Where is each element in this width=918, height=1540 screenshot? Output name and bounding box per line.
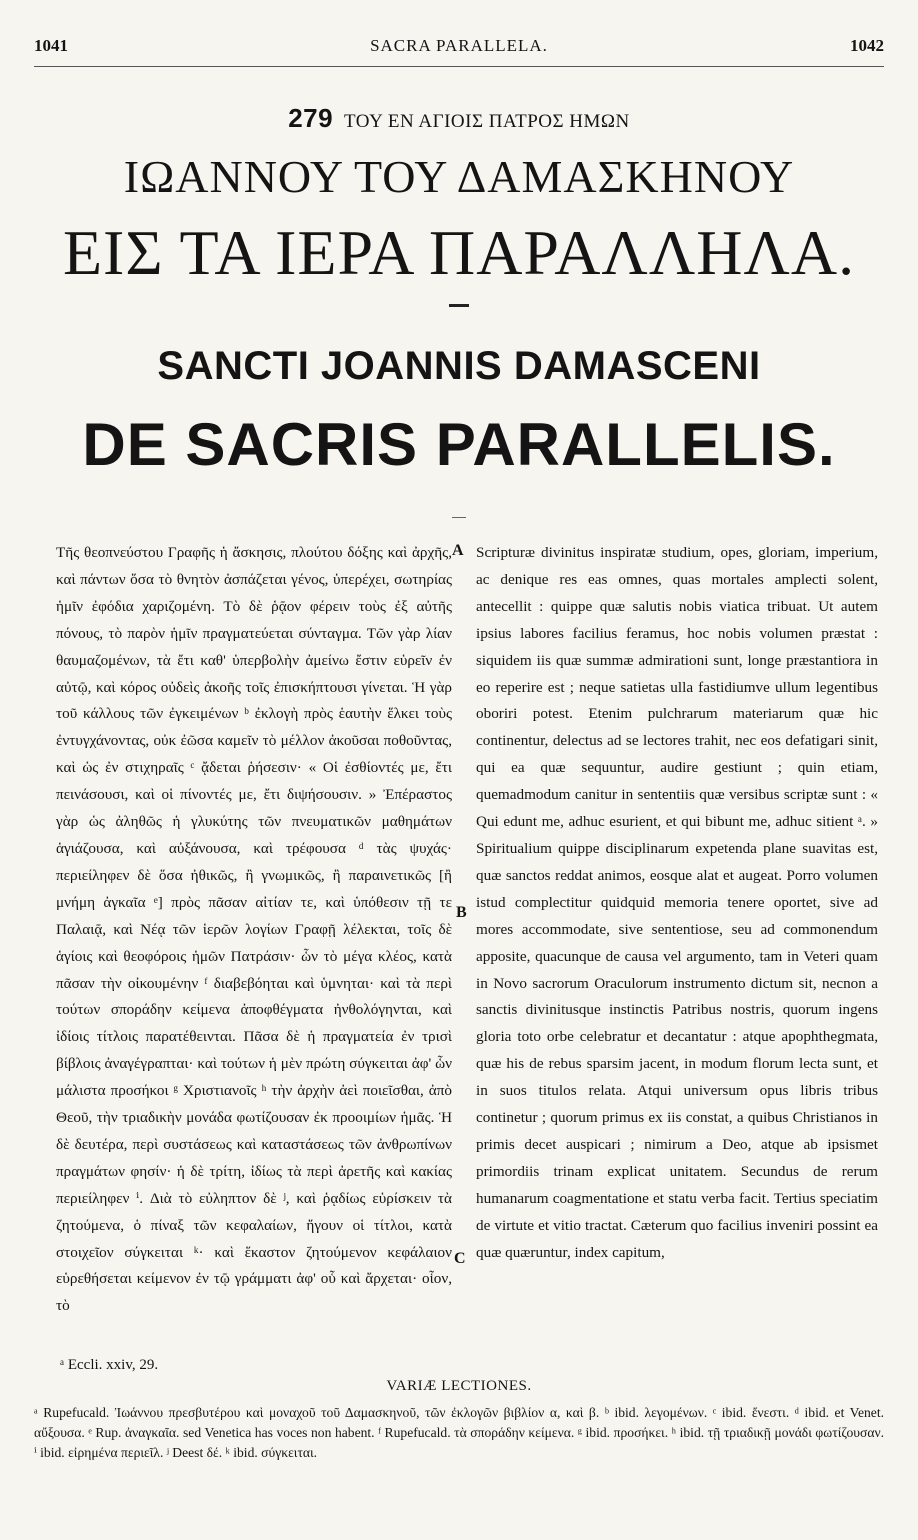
chapter-number: 279 (288, 103, 334, 133)
greek-title-author: ΙΩΑΝΝΟΥ ΤΟΥ ΔΑΜΑΣΚΗΝΟΥ (123, 151, 795, 202)
footnote: ᵃ Eccli. xxiv, 29. (60, 1357, 159, 1373)
title-line-1 (0, 100, 918, 136)
latin-title-author: SANCTI JOANNIS DAMASCENI (157, 344, 761, 388)
page-number-right: 1042 (850, 36, 884, 55)
section-divider (452, 517, 466, 518)
variae-lectiones-heading: VARIÆ LECTIONES. (386, 1378, 532, 1394)
running-head (34, 36, 884, 60)
header-rule (34, 66, 884, 67)
variae-lectiones-text: ᵃ Rupefucald. Ἰωάννου πρεσβυτέρου καὶ μοναχοῦ τοῦ Δαμασκηνοῦ, τῶν ἐκλογῶν βιβλίον α, καὶ β. ᵇ ibid. λεγομένων. ᶜ ibid. ἔνεστι. ᵈ ibid. et Venet. αὔξουσα. ᵉ Rup. ἀναγκαῖα. sed Venetica has voces non habent. ᶠ Rupefucald. τὰ σποράδην κείμενα. ᵍ ibid. προσήκει. ʰ ibid. τῇ τριαδικῇ μονάδι φωτίζουσαν. ⁱ ibid. εἰρημένα περιεῖλ. ʲ Deest δέ. ᵏ ibid. σύγκειται. (34, 1405, 884, 1460)
latin-title-work: DE SACRIS PARALLELIS. (82, 411, 836, 478)
title-block (0, 100, 918, 518)
margin-marker-c: C (454, 1250, 466, 1267)
greek-column (56, 540, 452, 1320)
greek-paragraph: Τῆς θεοπνεύστου Γραφῆς ἡ ἄσκησις, πλούτου δόξης καὶ ἀρχῆς, καὶ πάντων ὅσα τὸ θνητὸν ἀσπάζεται γένος, ὑπερέχει, σωτηρίας ἡμῖν ἐφόδια χαριζομένη. Τὸ δὲ ῥᾷον φέρειν τοὺς ἐξ αὐτῆς πόνους, τὸ παρὸν ἡμῖν πραγματεύεται σύνταγμα. Τῶν γὰρ λίαν θαυμαζομένων, τὰ ἔτι καθ' ὑπερβολὴν ἀμείνω ἔστιν εὑρεῖν ἐν αὐτῷ, καὶ κόρος οὐδεὶς ἀκοῆς τοῖς ἐπισκήπτουσι γίνεται. Ἡ γὰρ τοῦ κάλλους τῶν ἐγκειμένων ᵇ ἐκλογὴ πρὸς ἑαυτὴν ἕλκει τοὺς ἐντυγχάνοντας, οὐκ ἐῶσα καμεῖν τὸ μέλλον ἀκοῦσαι ποθοῦντας, καὶ ὡς ἐν στιχηραῖς ᶜ ᾄδεται ῥήσεσιν· « Οἱ ἐσθίοντές με, ἔτι πεινάσουσι, καὶ οἱ πίνοντές με, ἔτι διψήσουσιν. » Ἐπέραστος γὰρ ὡς ἀληθῶς ἡ γλυκύτης τῶν πνευματικῶν μαθημάτων ἁγιάζουσα, καὶ αὐξάνουσα, καὶ τρέφουσα ᵈ τὰς ψυχάς· περιείληφεν δὲ ὅσα ἠθικῶς, ἢ γνωμικῶς, ἢ παραινετικῶς [ἢ μνήμη ἀγκαῖα ᵉ] πρὸς πᾶσαν αἰτίαν τε, καὶ ὑπόθεσιν τῇ τε Παλαιᾷ, καὶ Νέᾳ τῶν ἱερῶν λογίων Γραφῇ λέλεκται, τοῖς δὲ ἁγίοις καὶ θεοφόροις ἡμῶν Πατράσιν· ὧν τὸ μέγα κλέος, κατὰ πᾶσαν τὴν οἰκουμένην ᶠ διαβεβόηται καὶ ὑμνηται· καὶ τὰ περὶ τούτων σποράδην κείμενα ἀποφθέγματα ἠνθολόγηνται, καὶ ἰδίοις τίτλοις παρατέθεινται. Πᾶσα δὲ ἡ πραγματεία ἐν τρισὶ βίβλοις ἀναγέγραπται· καὶ τούτων ἡ μὲν πρώτη σύγκειται ἀφ' ὧν μάλιστα προσήκοι ᵍ Χριστιανοῖς ʰ τὴν ἀρχὴν ἀεὶ ποιεῖσθαι, ἀπὸ Θεοῦ, τὴν τριαδικὴν μονάδα φωτίζουσαν ἐκ προοιμίων ἡμᾶς. Ἡ δὲ δευτέρα, περὶ συστάσεως καὶ καταστάσεως τῶν ἀνθρωπίνων πραγμάτων φησίν· ἡ δὲ τρίτη, ἰδίως τὰ περὶ ἀρετῆς καὶ κακίας περιείληφεν ⁱ. Διὰ τὸ εὐληπτον δὲ ʲ, καὶ ῥᾳδίως εὑρίσκειν τὰ ζητούμενα, ὁ πίναξ τῶν κεφαλαίων, ἤγουν οἱ τίτλοι, κατὰ στοιχεῖον σύγκειται ᵏ· καὶ ἕκαστον ζητούμενον κεφάλαιον εὑρεθήσεται κείμενον ἐν τῷ γράμματι ἀφ' οὗ καὶ ἄρχεται· οἷον, τὸ (56, 544, 452, 1315)
margin-marker-b: B (456, 904, 467, 921)
running-title: SACRA PARALLELA. (370, 36, 548, 55)
title-divider (449, 304, 469, 307)
page-number-left: 1041 (34, 36, 68, 55)
latin-column (476, 540, 878, 1266)
margin-marker-a: A (452, 542, 464, 559)
latin-paragraph: Scripturæ divinitus inspiratæ studium, opes, gloriam, imperium, ac denique res eas omnes, quas mortales amplecti solent, antecellit : quippe quæ salutis nobis viatica tribuat. Ut autem ipsius labores facilius feramus, hoc nobis volumen præstat : siquidem iis quæ summæ admirationi sunt, longe præstantiora in eo reperire est ; neque satietas ulla fastidiumve ullum legentibus oboriri potest. Etenim pulchrarum materiarum quæ hic continentur, delectus ad se lectores trahit, nec eos defatigari sinit, qui ea quæ sequuntur, audire gestiunt ; quin etiam, quemadmodum canitur in sententiis quæ versibus scriptæ sunt : « Qui edunt me, adhuc esurient, et qui bibunt me, adhuc sitient ᵃ. » Spiritualium quippe disciplinarum expetenda plane suavitas est, quæ sanctos reddat animos, eosque alat et augeat. Porro volumen istud complectitur quidquid memoria tenere oportet, sive ad mores accommodate, sive sententiose, seu ad commonendum apposite, quacunque de causa vel argumento, tam in Veteri quam in Novo sacrorum Oraculorum instrumento dictum sit, necnon a sanctis divinitusque instinctis Patribus nostris, quorum ingens gloria toto orbe celebratur et decantatur : atque apophthegmata, quæ his de rebus sparsim jacent, in modum florum lecta sunt, et in suos titulos relata. Atqui universum opus libris tribus continetur ; quorum primus ex iis constat, a quibus Christianos in primis decet auspicari ; nimirum a Deo, atque ab ipsismet primordiis trinam explicat unitatem. Secundus de rerum humanarum coagmentatione et statu verba facit. Tertius speciatim de virtute et vitio tractat. Cæterum quo facilius inveniri possint ea quæ quæruntur, index capitum, (476, 544, 878, 1261)
title-line-1-text: ΤΟΥ ΕΝ ΑΓΙΟΙΣ ΠΑΤΡΟΣ ΗΜΩΝ (344, 111, 630, 132)
greek-title-work: ΕΙΣ ΤΑ ΙΕΡΑ ΠΑΡΑΛΛΗΛΑ. (62, 217, 856, 288)
